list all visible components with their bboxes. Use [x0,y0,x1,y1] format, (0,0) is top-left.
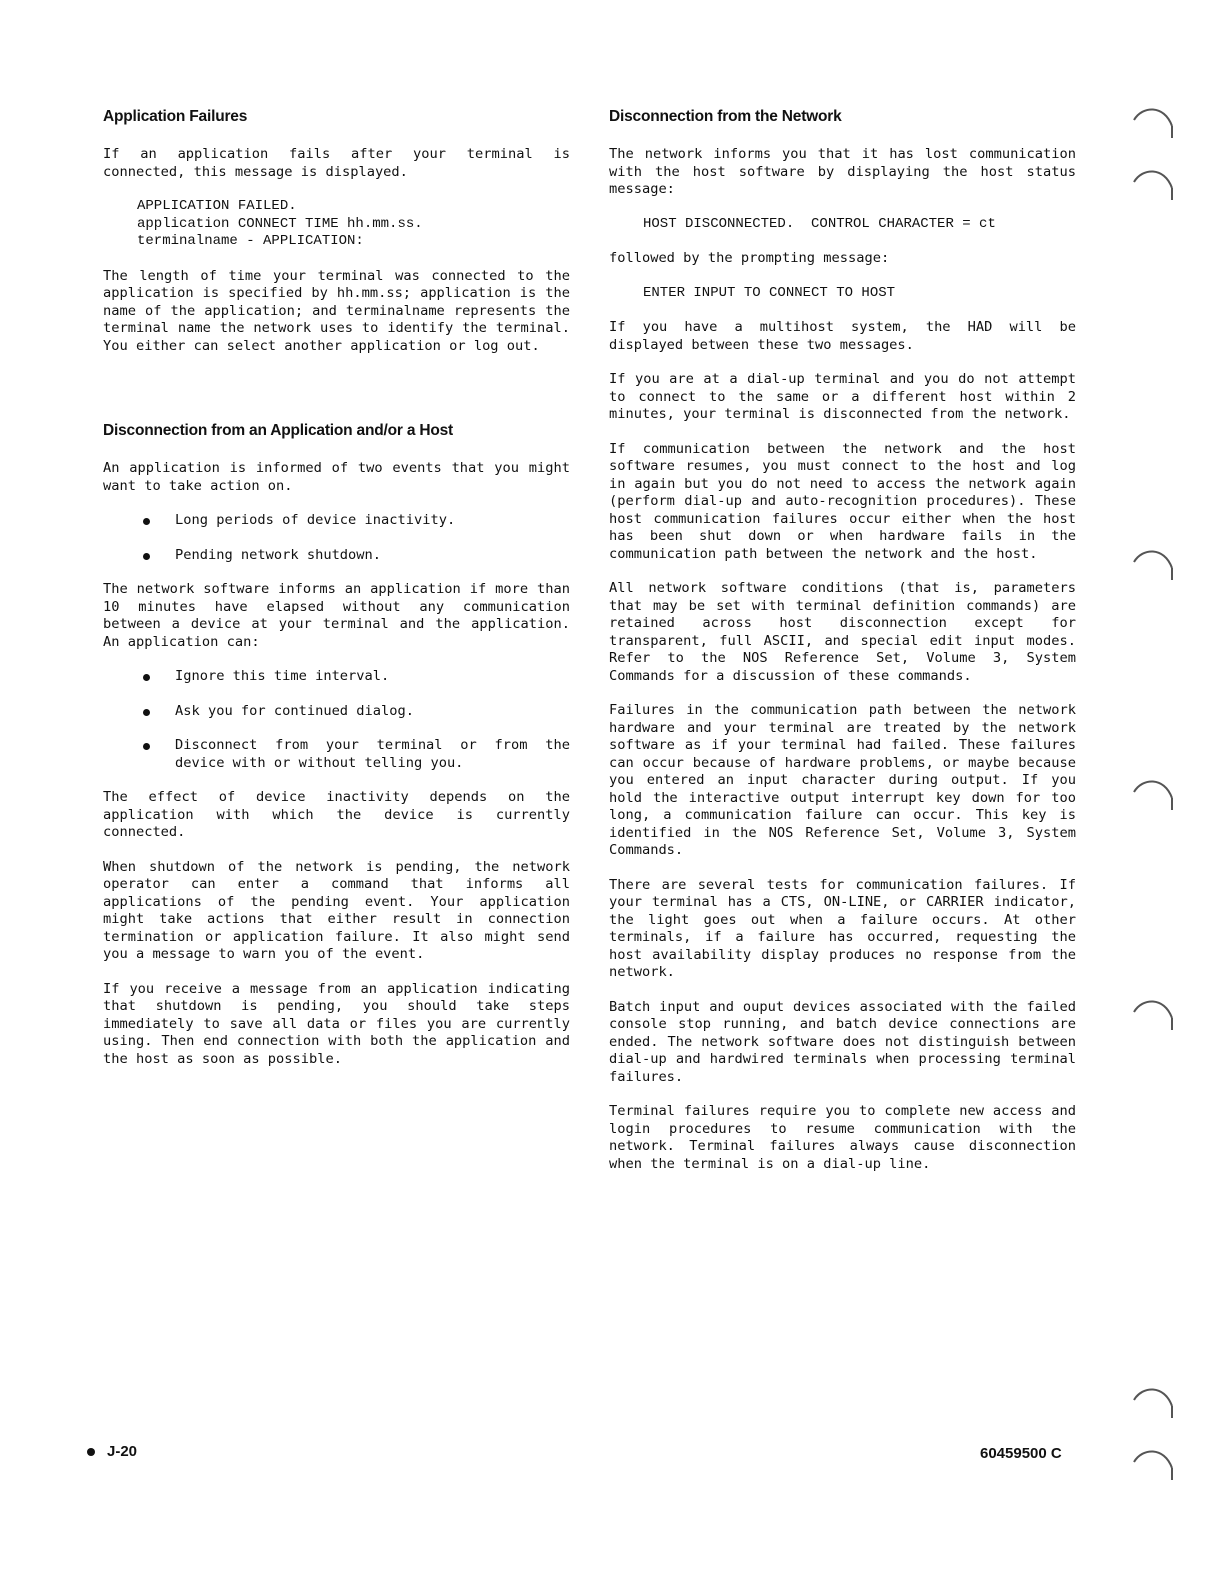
network-paragraph-6: All network software conditions (that is, parameters that may be set with terminal definition commands) are retained across host disconnection except for transparent, full ASCII, and special edit input modes. Refer to the NOS Reference Set, Volume 3, System Commands for a discussion of these commands. [609,580,1076,684]
binder-hole-icon [1128,160,1178,204]
network-paragraph-5: If communication between the network and the host software resumes, you must connect to the host and log in again but you do not need to access the network again (perform dial-up and auto-recognition procedures). These host communication failures occur either when the host has been shut down or when hardware fails in the communication path between the network and the host. [609,440,1076,562]
list-item: Pending network shutdown. [103,547,570,565]
network-paragraph-9: Batch input and ouput devices associated with the failed console stop running, and batch device connections are ended. The network software does not distinguish between dial-up and hardwired terminals when processing terminal failures. [609,998,1076,1085]
receive-message-paragraph: If you receive a message from an application indicating that shutdown is pending, you should take steps immediately to save all data or files you are currently using. Then end connection with both the application and the host as soon as possible. [103,980,570,1067]
enter-input-message: ENTER INPUT TO CONNECT TO HOST [643,284,896,301]
effect-paragraph: The effect of device inactivity depends on the application with which the device is currently connected. [103,789,570,840]
disconnection-intro: An application is informed of two events that you might want to take action on. [103,460,570,494]
binder-hole-icon [1128,540,1178,584]
section-spacer [103,372,570,420]
binder-hole-icon [1128,1378,1178,1422]
page-number [87,1443,137,1460]
message-line: APPLICATION FAILED. [137,198,297,214]
list-item: Long periods of device inactivity. [103,512,570,530]
host-disconnected-message: HOST DISCONNECTED. CONTROL CHARACTER = ct [643,215,996,232]
binder-hole-icon [1128,990,1178,1034]
application-failures-body: The length of time your terminal was connected to the application is specified by hh.mm.ss; application is the name of the application; and terminalname represents the terminal name the network uses to identify the terminal. You either can select another application or log out. [103,267,570,354]
application-failed-message [137,198,570,251]
shutdown-paragraph: When shutdown of the network is pending, the network operator can enter a command that informs all applications of the pending event. Your application might take actions that either result in connection termination or application failure. It also might send you a message to warn you of the event. [103,858,570,962]
page-number-text: J-20 [107,1443,138,1460]
network-paragraph-8: There are several tests for communication failures. If your terminal has a CTS, ON-LINE, or CARRIER indicator, the light goes out when a failure occurs. At other terminals, if a failure has occurred, requesting the host availability display produces no response from the network. [609,876,1076,980]
binder-hole-icon [1128,770,1178,814]
document-number: 60459500 C [980,1445,1062,1462]
network-paragraph-2: followed by the prompting message: [609,250,890,266]
binder-hole-icon [1128,1440,1178,1484]
bullet-dot-icon [87,1448,95,1456]
network-paragraph-7: Failures in the communication path between the network hardware and your terminal are treated by the network software as if your terminal had failed. These failures can occur because of hardware problems, or maybe because you entered an input character during output. If you hold the interactive output interrupt key down for too long, a communication failure can occur. This key is identified in the NOS Reference Set, Volume 3, System Commands. [609,702,1076,858]
binder-hole-icon [1128,98,1178,142]
application-failures-intro: If an application fails after your terminal is connected, this message is displayed. [103,146,570,180]
network-paragraph-4: If you are at a dial-up terminal and you do not attempt to connect to the same or a different host within 2 minutes, your terminal is disconnected from the network. [609,371,1076,422]
network-paragraph-3: If you have a multihost system, the HAD will be displayed between these two messages. [609,319,1076,353]
section-heading-disconnection-application: Disconnection from an Application and/or a Host [103,422,453,439]
message-line: terminalname - APPLICATION: [137,233,364,249]
section-heading-application-failures: Application Failures [103,108,248,125]
list-item: Ignore this time interval. [103,668,570,686]
actions-list [103,668,570,772]
left-column [103,106,570,1085]
list-item: Disconnect from your terminal or from the device with or without telling you. [103,737,570,772]
section-heading-disconnection-network: Disconnection from the Network [609,108,842,125]
inactivity-paragraph: The network software informs an application if more than 10 minutes have elapsed without any communication between a device at your terminal and the application. An application can: [103,581,570,650]
network-paragraph-1: The network informs you that it has lost communication with the host software by displaying the host status message: [609,146,1076,197]
events-list [103,512,570,564]
list-item: Ask you for continued dialog. [103,703,570,721]
right-column [609,106,1076,1190]
network-paragraph-10: Terminal failures require you to complete new access and login procedures to resume communication with the network. Terminal failures always cause disconnection when the terminal is on a dial-up line. [609,1103,1076,1172]
message-line: application CONNECT TIME hh.mm.ss. [137,215,423,232]
